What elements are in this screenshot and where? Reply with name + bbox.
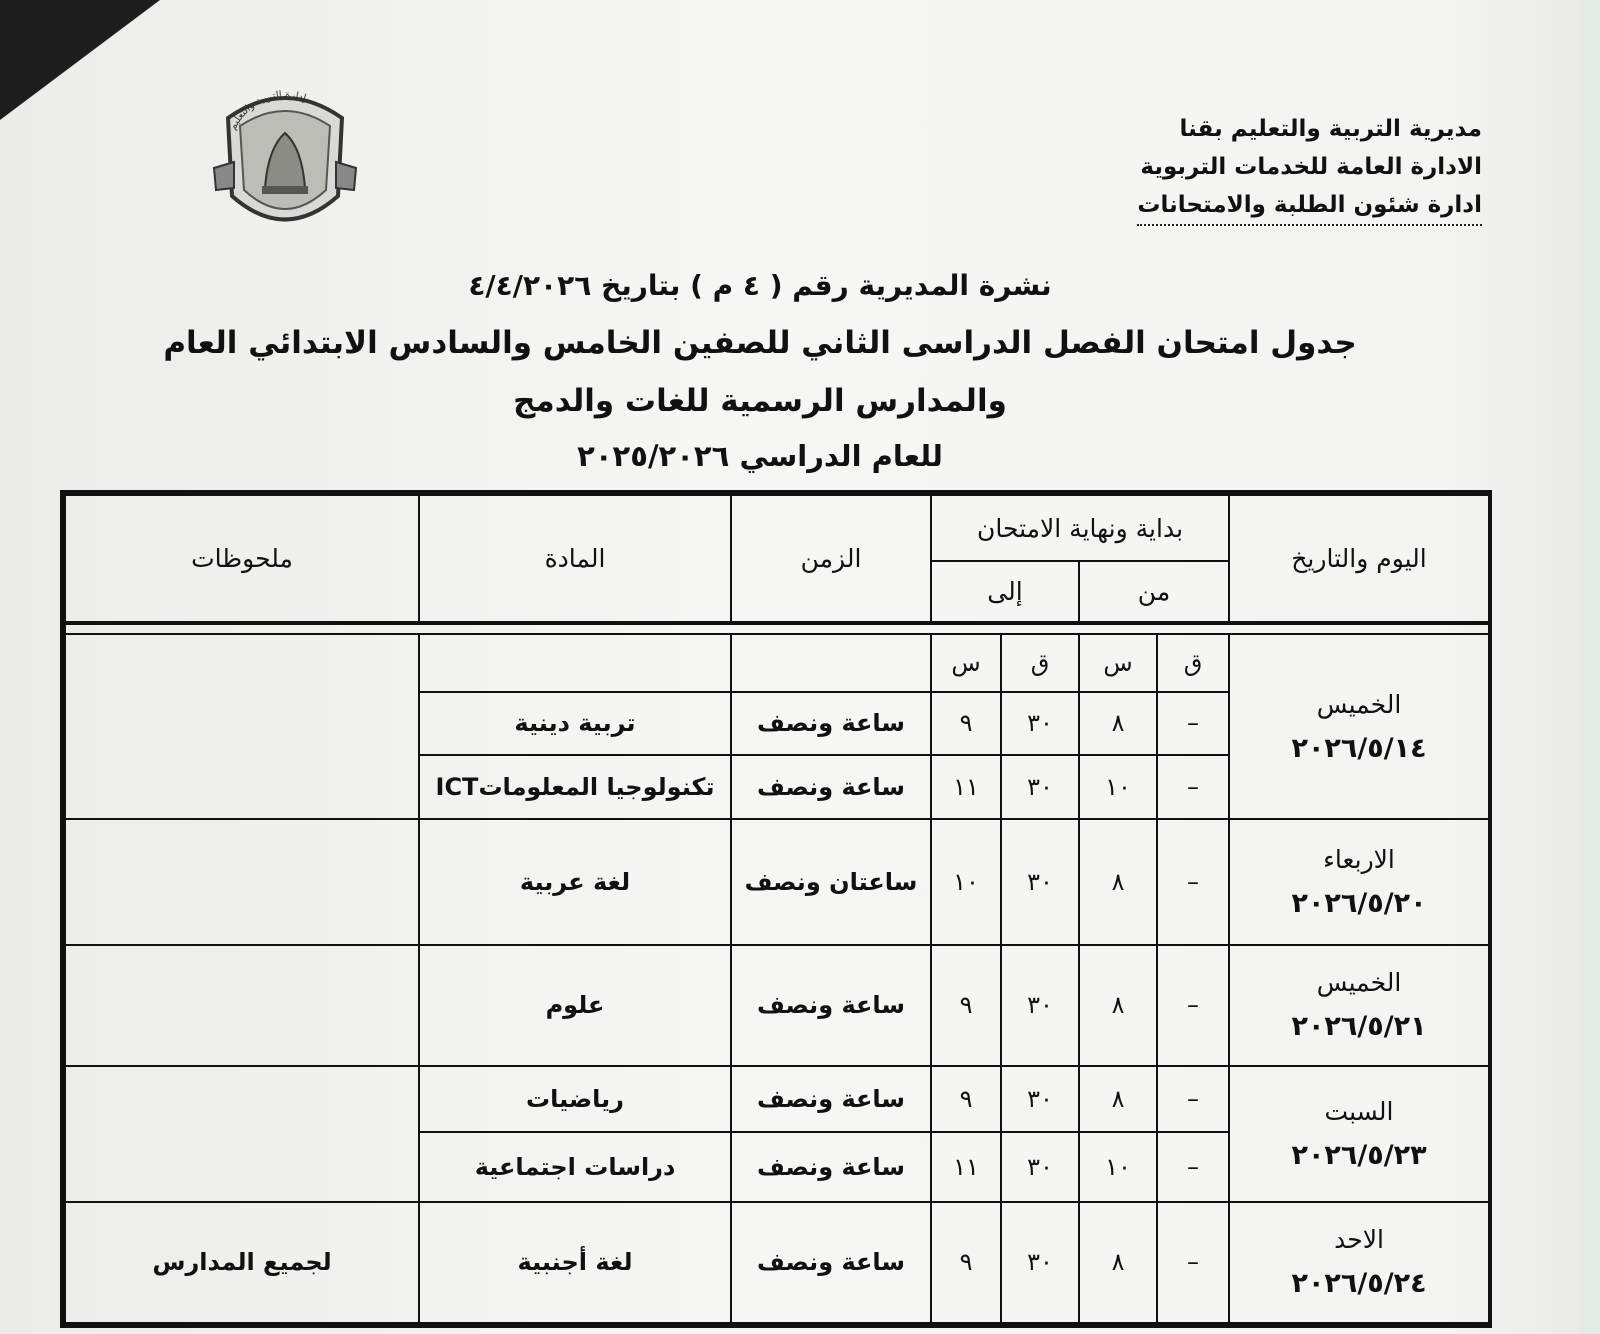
academic-year: للعام الدراسي ٢٠٢٥/٢٠٢٦ — [577, 439, 943, 473]
subject-cell: لغة أجنبية — [419, 1202, 731, 1323]
table-row: – ١٠ ٣٠ ١١ ساعة ونصف تكنولوجيا المعلوماتICT — [65, 755, 1489, 819]
directorate-seal-icon — [210, 78, 360, 243]
duration-cell: ساعة ونصف — [731, 755, 931, 819]
subject-cell: تربية دينية — [419, 692, 731, 756]
unit-minutes: ق — [1157, 634, 1229, 692]
table-row: الخميس ٢٠٢٦/٥/٢١ – ٨ ٣٠ ٩ ساعة ونصف علوم — [65, 945, 1489, 1066]
header-to: إلى — [931, 561, 1079, 623]
table-row: – ١٠ ٣٠ ١١ ساعة ونصف دراسات اجتماعية — [65, 1132, 1489, 1202]
header-line-3: ادارة شئون الطلبة والامتحانات — [1137, 186, 1482, 226]
page-edge — [1580, 0, 1600, 1334]
page-corner-shadow — [0, 0, 160, 120]
table-row: السبت ٢٠٢٦/٥/٢٣ – ٨ ٣٠ ٩ ساعة ونصف رياضيات — [65, 1066, 1489, 1132]
subject-cell: لغة عربية — [419, 819, 731, 944]
units-row — [65, 634, 1489, 692]
title-block — [160, 258, 1360, 482]
bulletin-line: نشرة المديرية رقم ( ٤ م ) بتاريخ ٤/٤/٢٠٢٦ — [468, 269, 1052, 302]
subject-cell: تكنولوجيا المعلوماتICT — [419, 755, 731, 819]
day-date: ٢٠٢٦/٥/٢٤ — [1291, 1268, 1427, 1300]
header-notes: ملحوظات — [65, 495, 419, 623]
day-date: ٢٠٢٦/٥/٢١ — [1291, 1011, 1427, 1043]
unit-hours: س — [931, 634, 1001, 692]
unit-minutes: ق — [1001, 634, 1079, 692]
day-date: ٢٠٢٦/٥/١٤ — [1291, 732, 1427, 764]
duration-cell: ساعة ونصف — [731, 945, 931, 1066]
notes-cell — [65, 819, 419, 944]
day-cell — [1229, 634, 1489, 819]
header-from: من — [1079, 561, 1229, 623]
day-date: ٢٠٢٦/٥/٢٠ — [1291, 887, 1427, 919]
schedule-body — [65, 634, 1489, 1323]
directorate-header — [1122, 110, 1482, 226]
notes-cell: لجميع المدارس — [65, 1202, 419, 1323]
subject-cell: رياضيات — [419, 1066, 731, 1132]
day-cell — [1229, 945, 1489, 1066]
table-row: – ٨ ٣٠ ٩ ساعة ونصف تربية دينية — [65, 692, 1489, 756]
duration-cell: ساعة ونصف — [731, 1066, 931, 1132]
day-name: الخميس — [1316, 968, 1402, 998]
header-line-1: مديرية التربية والتعليم بقنا — [1179, 116, 1482, 142]
subject-cell: دراسات اجتماعية — [419, 1132, 731, 1202]
day-cell — [1229, 1066, 1489, 1202]
day-name: الاحد — [1334, 1225, 1384, 1255]
header-line-2: الادارة العامة للخدمات التربوية — [1140, 154, 1482, 180]
exam-schedule-table — [64, 494, 1490, 1324]
header-duration: الزمن — [731, 495, 931, 623]
duration-cell: ساعة ونصف — [731, 1132, 931, 1202]
exam-schedule-table-frame — [60, 490, 1492, 1328]
day-cell — [1229, 819, 1489, 944]
page-subtitle: والمدارس الرسمية للغات والدمج — [513, 383, 1007, 419]
duration-cell: ساعة ونصف — [731, 1202, 931, 1323]
page-title: جدول امتحان الفصل الدراسى الثاني للصفين الخامس والسادس الابتدائي العام — [163, 325, 1357, 361]
header-start-end: بداية ونهاية الامتحان — [931, 495, 1229, 561]
day-name: الخميس — [1316, 689, 1402, 719]
day-name: السبت — [1324, 1096, 1394, 1126]
day-date: ٢٠٢٦/٥/٢٣ — [1291, 1139, 1427, 1171]
duration-cell: ساعة ونصف — [731, 692, 931, 756]
header-day-date: اليوم والتاريخ — [1229, 495, 1489, 623]
seal-text: إدارة التربية والتعليم — [227, 89, 308, 132]
subject-cell: علوم — [419, 945, 731, 1066]
day-cell — [1229, 1202, 1489, 1323]
notes-cell — [65, 945, 419, 1066]
table-row: الاحد ٢٠٢٦/٥/٢٤ – ٨ ٣٠ ٩ ساعة ونصف لغة أجنبية لجميع المدارس — [65, 1202, 1489, 1323]
duration-cell: ساعتان ونصف — [731, 819, 931, 944]
unit-hours: س — [1079, 634, 1157, 692]
header-separator — [65, 623, 1489, 634]
header-subject: المادة — [419, 495, 731, 623]
notes-cell — [65, 1066, 419, 1202]
table-row: الاربعاء ٢٠٢٦/٥/٢٠ – ٨ ٣٠ ١٠ ساعتان ونصف لغة عربية — [65, 819, 1489, 944]
day-name: الاربعاء — [1323, 844, 1395, 874]
